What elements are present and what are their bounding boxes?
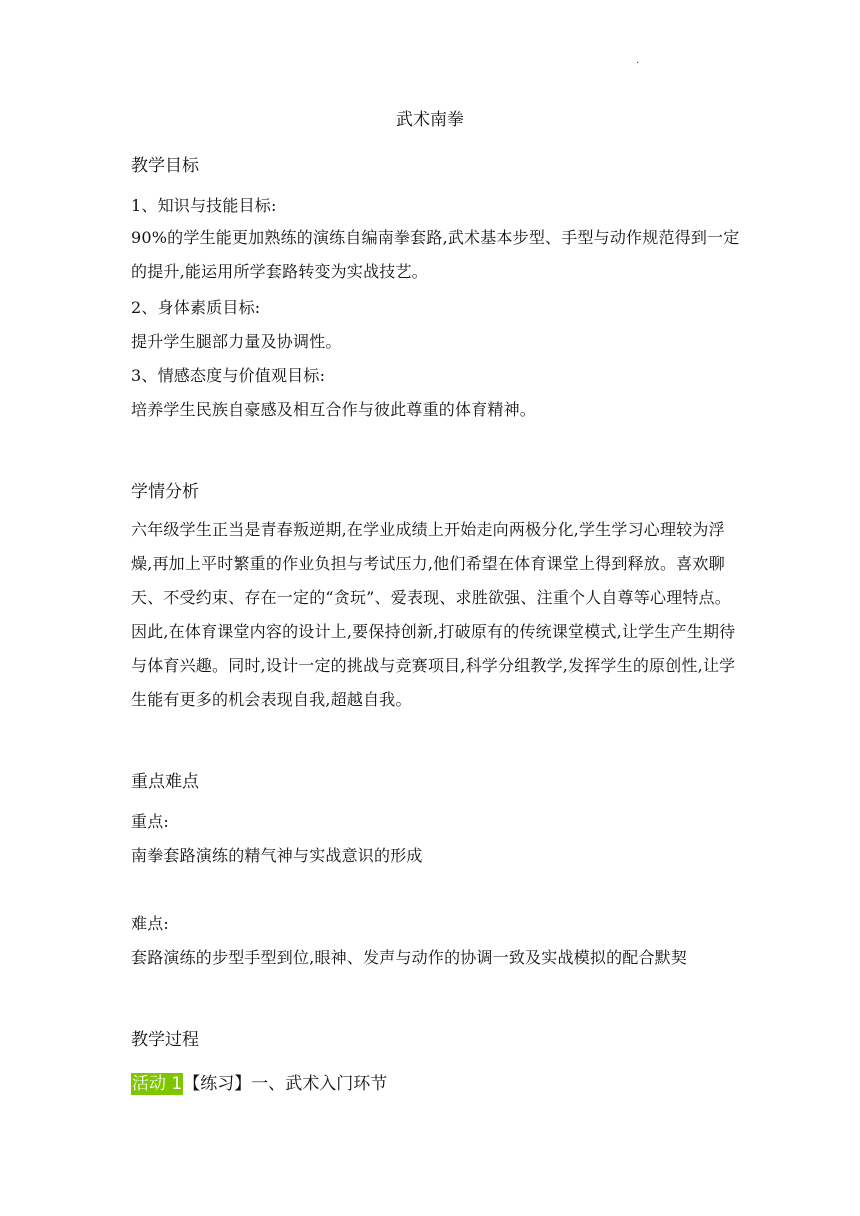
- section-heading-goals: 教学目标: [131, 156, 199, 176]
- goal-line-4: 提升学生腿部力量及协调性。: [131, 332, 342, 351]
- focus-text: 南拳套路演练的精气神与实战意识的形成: [131, 846, 423, 865]
- goal-line-5: 3、情感态度与价值观目标:: [131, 366, 326, 385]
- difficulty-text: 套路演练的步型手型到位,眼神、发声与动作的协调一致及实战模拟的配合默契: [131, 948, 688, 967]
- activity-tag-highlight: 活动 1: [132, 1074, 183, 1094]
- focus-label: 重点:: [131, 812, 169, 831]
- difficulty-label: 难点:: [131, 914, 169, 933]
- goal-line-3: 2、身体素质目标:: [131, 298, 261, 317]
- section-heading-process: 教学过程: [131, 1030, 199, 1050]
- analysis-paragraph: 六年级学生正当是青春叛逆期,在学业成绩上开始走向两极分化,学生学习心理较为浮燥,再加上平时繁重的作业负担与考试压力,他们希望在体育课堂上得到释放。喜欢聊天、不受约束、存在一定的“贪玩”、爱表现、求胜欲强、注重个人自尊等心理特点。因此,在体育课堂内容的设计上,要保持创新,打破原有的传统课堂模式,让学生产生期待与体育兴趣。同时,设计一定的挑战与竞赛项目,科学分组教学,发挥学生的原创性,让学生能有更多的机会表现自我,超越自我。: [131, 520, 736, 709]
- activity-1-heading: [131, 1072, 387, 1096]
- corner-mark: .: [636, 55, 640, 66]
- activity-title: 【练习】一、武术入门环节: [183, 1074, 388, 1094]
- goal-line-1: 1、知识与技能目标:: [131, 196, 277, 215]
- section-heading-keypoints: 重点难点: [131, 772, 199, 792]
- goal-line-2: 90%的学生能更加熟练的演练自编南拳套路,武术基本步型、手型与动作规范得到一定的提升,能运用所学套路转变为实战技艺。: [131, 228, 740, 281]
- page-title: 武术南拳: [396, 110, 464, 130]
- goal-line-6: 培养学生民族自豪感及相互合作与彼此尊重的体育精神。: [131, 400, 537, 419]
- section-heading-analysis: 学情分析: [131, 482, 199, 502]
